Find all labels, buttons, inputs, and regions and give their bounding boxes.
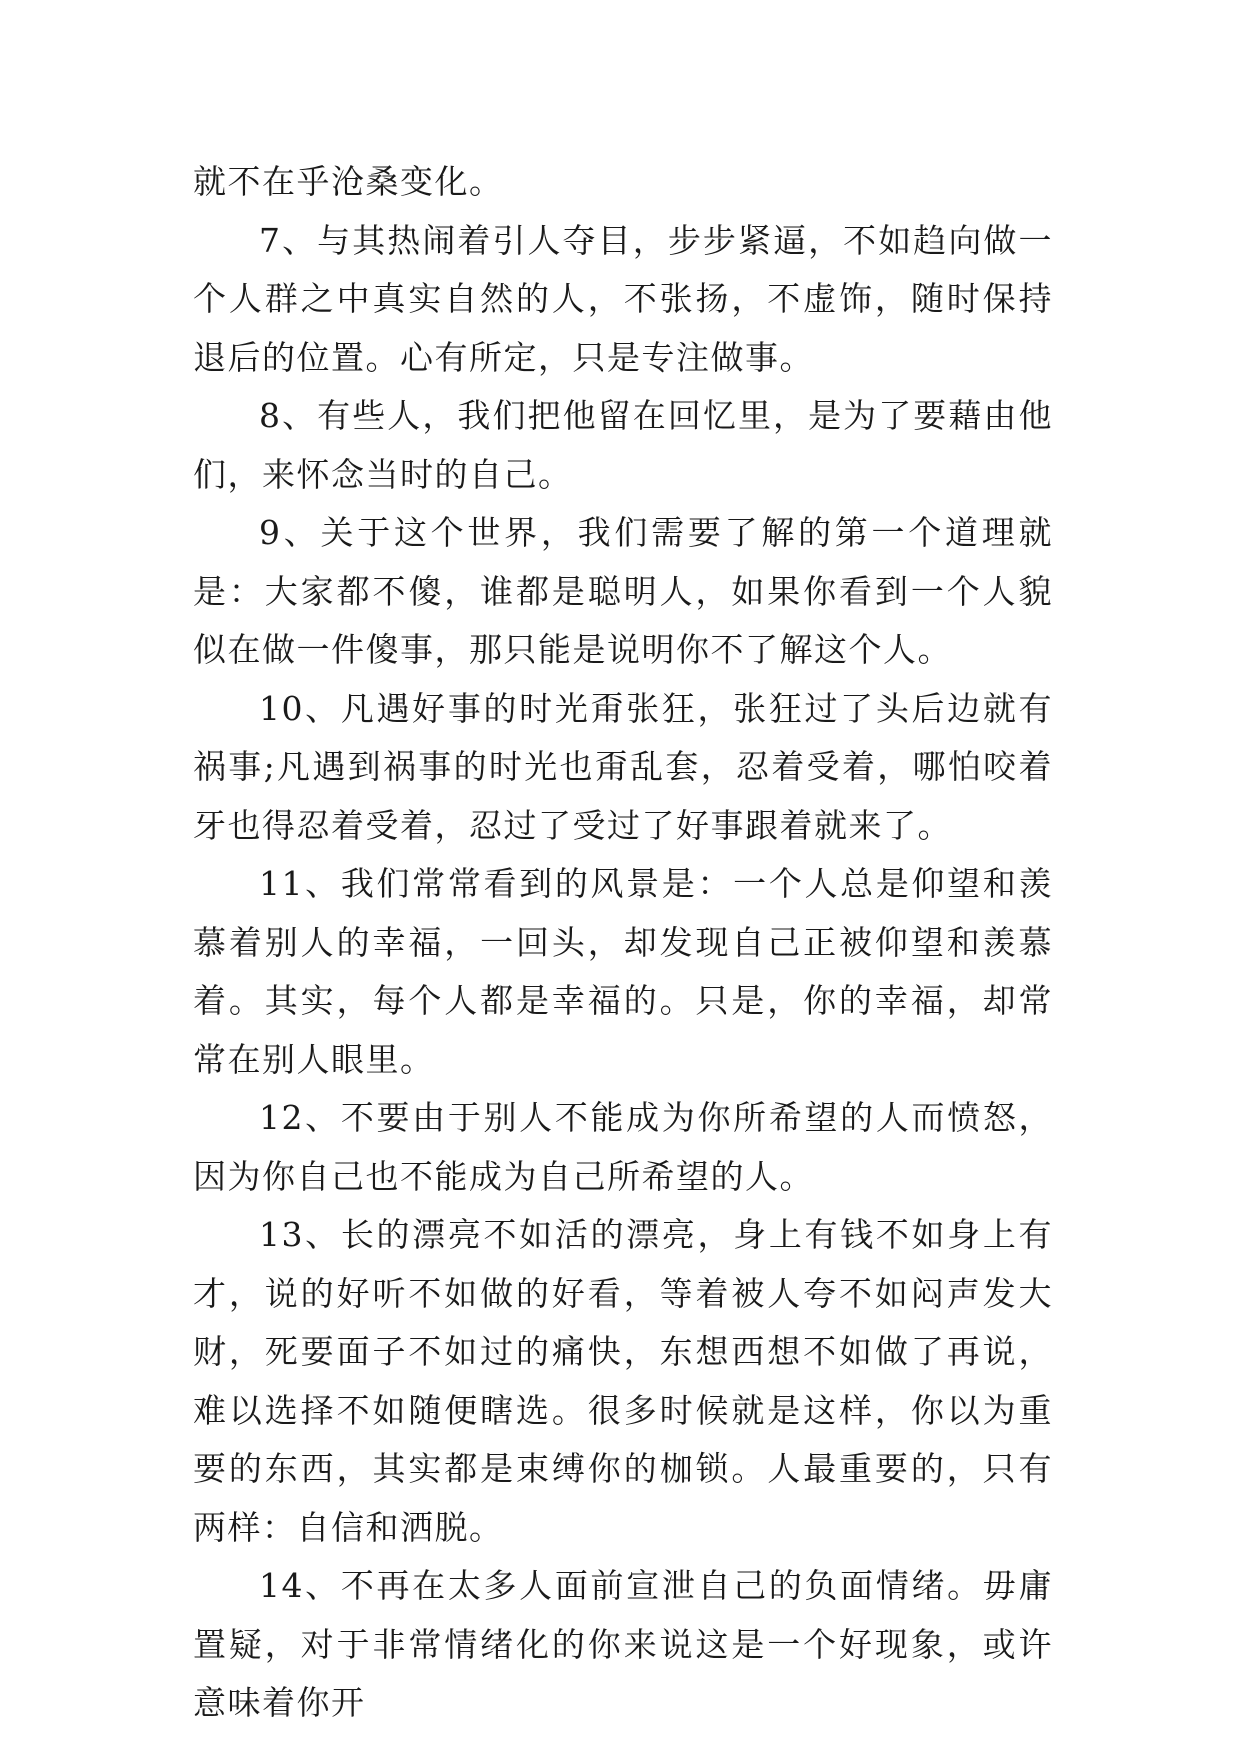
document-body [193, 153, 1053, 1733]
paragraph: 11、我们常常看到的风景是：一个人总是仰望和羡慕着别人的幸福，一回头，却发现自己正被仰望和羡慕着。其实，每个人都是幸福的。只是，你的幸福，却常常在别人眼里。 [193, 864, 1053, 1079]
paragraph: 8、有些人，我们把他留在回忆里，是为了要藉由他们，来怀念当时的自己。 [193, 396, 1053, 494]
paragraph: 就不在乎沧桑变化。 [193, 162, 504, 201]
paragraph: 12、不要由于别人不能成为你所希望的人而愤怒，因为你自己也不能成为自己所希望的人。 [193, 1098, 1053, 1196]
paragraph: 14、不再在太多人面前宣泄自己的负面情绪。毋庸置疑，对于非常情绪化的你来说这是一个好现象，或许意味着你开 [193, 1566, 1053, 1722]
paragraph: 13、长的漂亮不如活的漂亮，身上有钱不如身上有才，说的好听不如做的好看，等着被人夸不如闷声发大财，死要面子不如过的痛快，东想西想不如做了再说，难以选择不如随便瞎选。很多时候就是这样，你以为重要的东西，其实都是束缚你的枷锁。人最重要的，只有两样：自信和洒脱。 [193, 1215, 1053, 1547]
paragraph: 9、关于这个世界，我们需要了解的第一个道理就是：大家都不傻，谁都是聪明人，如果你看到一个人貌似在做一件傻事，那只能是说明你不了解这个人。 [193, 513, 1053, 669]
paragraph: 10、凡遇好事的时光甭张狂，张狂过了头后边就有祸事;凡遇到祸事的时光也甭乱套，忍着受着，哪怕咬着牙也得忍着受着，忍过了受过了好事跟着就来了。 [193, 688, 1053, 845]
paragraph: 7、与其热闹着引人夺目，步步紧逼，不如趋向做一个人群之中真实自然的人，不张扬，不虚饰，随时保持退后的位置。心有所定，只是专注做事。 [193, 220, 1053, 377]
